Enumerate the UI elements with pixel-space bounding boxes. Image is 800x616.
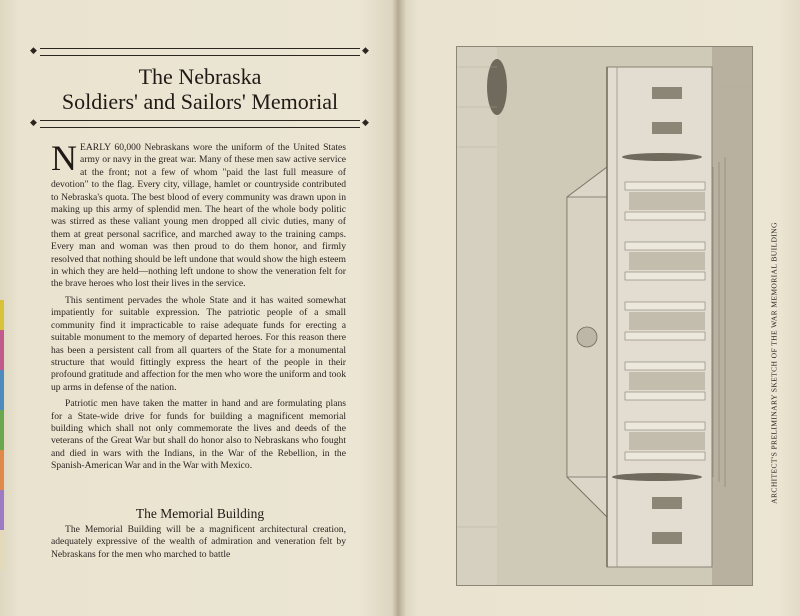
section-subheading: The Memorial Building <box>135 506 265 521</box>
drop-cap: N <box>51 138 77 178</box>
section-body <box>51 524 346 565</box>
paragraph-4: The Memorial Building will be a magnificent architectural creation, adequately expressive of the wealth of admiration and veneration felt by Nebraskans for the men who marched to battle <box>51 524 346 560</box>
top-ornamental-rule: ◆ ◆ <box>30 45 369 55</box>
bottom-ornamental-rule: ◆ ◆ <box>30 117 369 127</box>
memorial-building-drawing <box>457 47 752 585</box>
paragraph-2: This sentiment pervades the whole State and it has waited somewhat impatiently for suitable expression. The patriotic people of a small community find it impracticable to raise adequate funds for erecting a suitable monument to the memory of departed heroes. For this reason there has been a persistent call from all quarters of the State for a monumental structure that would fittingly express the heart of the people in their profound gratitude and affection for the men who wore the uniform and took up arms in defense of the nation. <box>51 294 346 393</box>
memorial-sketch-image <box>456 46 753 586</box>
title-line-2: Soldiers' and Sailors' Memorial <box>61 89 339 114</box>
paragraph-1-text: EARLY 60,000 Nebraskans wore the uniform of the United States army or navy in the great war. Many of these men saw active service at the front; not a few of whom "paid the last full measure of devotion" to the flag. Every city, village, hamlet or countryside contributed to Nebraska's quota. The best blood of every community was drawn upon in making up this army of splendid men. The heart of the whole body politic was stirred as these valiant young men dropped all civic duties, many of them at great personal sacrifice, and marched away to the training camps. Every man and woman was then proud to do them honor, and firmly resolved that nothing should be left undone that would show the high esteem in which they are held—nothing left undone to show the veneration felt for the brave heroes who lost their lives in the service. <box>51 142 346 290</box>
paragraph-1 <box>51 138 346 291</box>
color-tab-edge <box>0 300 4 570</box>
paragraph-3: Patriotic men have taken the matter in hand and are formulating plans for a State-wide drive for funds for building a magnificent memorial building which shall not only commemorate the lives and deeds of the veterans of the Great War but shall do honor also to Nebraskans who fought and died in wars with the Indians, in the War of the Rebellion, in the Spanish-American War and in the War with Mexico. <box>51 398 346 472</box>
image-caption <box>768 128 780 598</box>
left-page <box>0 0 398 616</box>
page-title <box>40 64 360 114</box>
article-body <box>51 138 346 477</box>
title-line-1: The Nebraska <box>138 64 262 89</box>
book-spine <box>392 0 406 616</box>
caption-text: ARCHITECT'S PRELIMINARY SKETCH OF THE WAR MEMORIAL BUILDING <box>769 222 779 504</box>
